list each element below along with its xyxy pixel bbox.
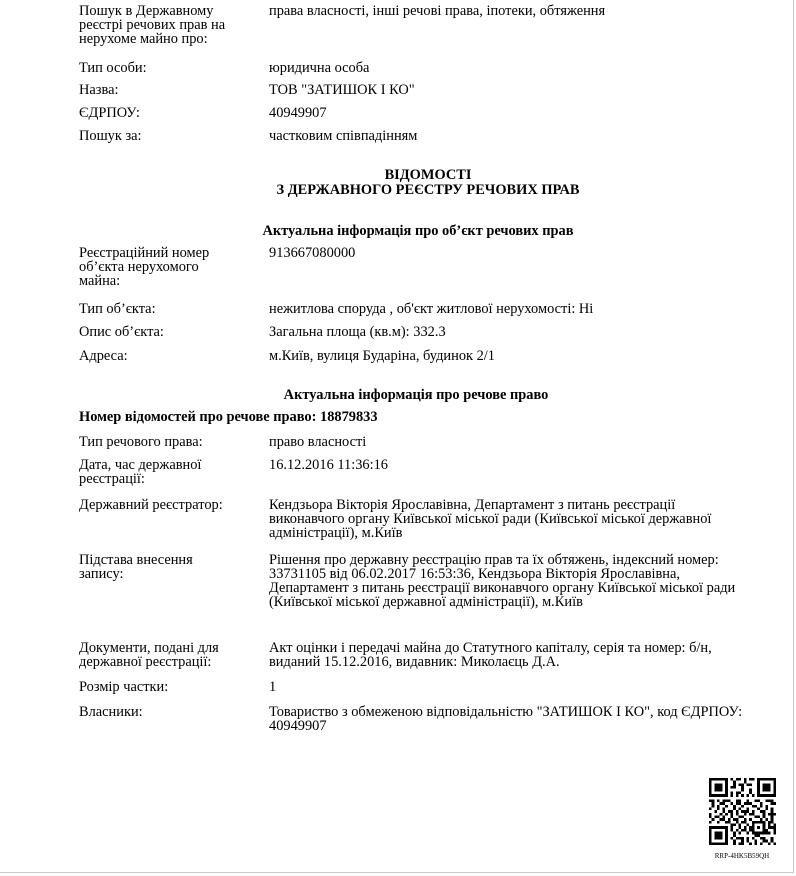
registrar-label: Державний реєстратор: xyxy=(79,497,223,513)
edrpou-label: ЄДРПОУ: xyxy=(79,105,140,121)
address-label: Адреса: xyxy=(79,348,128,364)
document-title-line1: ВІДОМОСТІ xyxy=(384,167,472,183)
object-description-label: Опис об’єкта: xyxy=(79,324,164,340)
address-value: м.Київ, вулиця Бударіна, будинок 2/1 xyxy=(269,348,495,364)
basis-label: Підстава внесення запису: xyxy=(79,552,193,582)
document-title-line2: З ДЕРЖАВНОГО РЕЄСТРУ РЕЧОВИХ ПРАВ xyxy=(276,182,580,198)
search-by-label: Пошук за: xyxy=(79,128,142,144)
search-registry-label: Пошук в Державному реєстрі речових прав на нерухоме майно про: xyxy=(79,3,226,47)
edrpou-value: 40949907 xyxy=(269,105,327,121)
object-description-value: Загальна площа (кв.м): 332.3 xyxy=(269,324,446,340)
registration-date-value: 16.12.2016 11:36:16 xyxy=(269,457,388,473)
basis-value: Рішення про державну реєстрацію прав та їх обтяжень, індексний номер: 33731105 від 06.02.2017 16:53:36, Кендзьора Вікторія Ярославівна, Департамент з питань реєстрації виконавчого органу Київської міської ради (Київської міської державної адміністрації), м.Київ xyxy=(269,552,736,610)
share-label: Розмір частки: xyxy=(79,679,169,695)
name-label: Назва: xyxy=(79,82,119,98)
reg-number-value: 913667080000 xyxy=(269,245,356,261)
owners-label: Власники: xyxy=(79,704,143,720)
record-number-line: Номер відомостей про речове право: 18879833 xyxy=(79,409,378,425)
qr-caption: RRP-4HK5B59QH xyxy=(714,852,770,860)
reg-number-label: Реєстраційний номер об’єкта нерухомого майна: xyxy=(79,245,210,289)
qr-code-icon xyxy=(709,778,776,845)
name-value: ТОВ "ЗАТИШОК І КО" xyxy=(269,82,415,98)
search-registry-value: права власності, інші речові права, іпотеки, обтяження xyxy=(269,3,606,19)
search-by-value: частковим співпадінням xyxy=(269,128,418,144)
share-value: 1 xyxy=(269,679,277,695)
person-type-value: юридична особа xyxy=(269,60,370,76)
right-section-title: Актуальна інформація про речове право xyxy=(283,387,549,403)
right-type-label: Тип речового права: xyxy=(79,434,203,450)
documents-value: Акт оцінки і передачі майна до Статутного капіталу, серія та номер: б/н, виданий 15.12.2016, видавник: Миколаєць Д.А. xyxy=(269,640,712,670)
registrar-value: Кендзьора Вікторія Ярославівна, Департамент з питань реєстрації виконавчого органу Київської міської ради (Київської міської державної адміністрації), м.Київ xyxy=(269,497,712,541)
object-type-label: Тип об’єкта: xyxy=(79,301,156,317)
right-type-value: право власності xyxy=(269,434,367,450)
person-type-label: Тип особи: xyxy=(79,60,147,76)
owners-value: Товариство з обмеженою відповідальністю "ЗАТИШОК І КО", код ЄДРПОУ: 40949907 xyxy=(269,704,743,734)
object-section-title: Актуальна інформація про об’єкт речових прав xyxy=(262,223,574,239)
registration-date-label: Дата, час державної реєстрації: xyxy=(79,457,202,487)
object-type-value: нежитлова споруда , об'єкт житлової нерухомості: Ні xyxy=(269,301,594,317)
documents-label: Документи, подані для державної реєстрації: xyxy=(79,640,219,670)
